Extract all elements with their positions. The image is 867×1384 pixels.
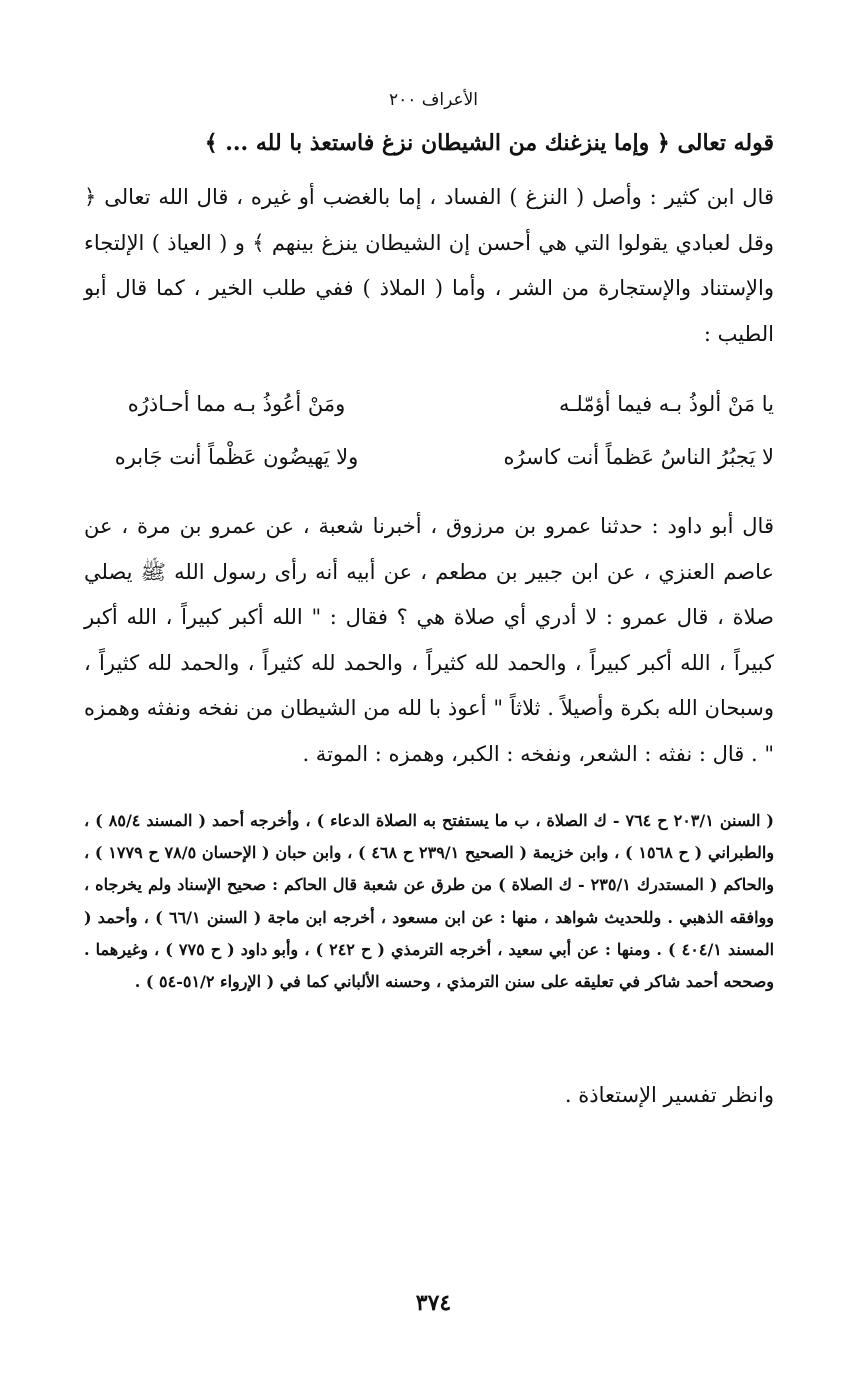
page-number: ٣٧٤ xyxy=(415,1290,452,1316)
verse-heading: قوله تعالى ﴿ وإما ينزغنك من الشيطان نزغ فاستعذ با لله ... ﴾ xyxy=(204,130,774,156)
poem-verse xyxy=(84,431,774,484)
hadith-paragraph: قال أبو داود : حدثنا عمرو بن مرزوق ، أخبرنا شعبة ، عن عمرو بن مرة ، عن عاصم العنزي ، عن ابن جبير بن مطعم ، عن أبيه أنه رأى رسول الله ﷺ يصلي صلاة ، قال عمرو : لا أدري أي صلاة هي ؟ فقال : " الله أكبر كبيراً ، الله أكبر كبيراً ، الله أكبر كبيراً ، والحمد لله كثيراً ، والحمد لله كثيراً ، والحمد لله كثيراً ، وسبحان الله بكرة وأصيلاً . ثلاثاً " أعوذ با لله من الشيطان من نفخه ونفثه وهمزه " . قال : نفثه : الشعر، ونفخه : الكبر، وهمزه : الموتة . xyxy=(84,514,774,766)
closing-line: وانظر تفسير الإستعاذة . xyxy=(564,1083,774,1107)
poem-hemistich-first: يا مَنْ ألوذُ بـه فيما أؤمّلـه xyxy=(558,392,774,416)
running-header: الأعراف ٢٠٠ xyxy=(388,90,479,110)
poem-hemistich-second: ولا يَهيضُون عَظْماً أنت جَابره xyxy=(114,445,359,469)
poem-hemistich-second: ومَنْ أعُوذُ بـه مما أحـاذرُه xyxy=(127,392,346,416)
poem-verse xyxy=(84,378,774,431)
intro-paragraph: قال ابن كثير : وأصل ( النزغ ) الفساد ، إما بالغضب أو غيره ، قال الله تعالى ﴿ وقل لعبادي يقولوا التي هي أحسن إن الشيطان ينزغ بينهم ﴾ و ( العياذ ) الإلتجاء والإستناد والإستجارة من الشر ، وأما ( الملاذ ) ففي طلب الخير ، كما قال أبو الطيب : xyxy=(84,185,774,346)
footnote-paragraph: ( السنن ٢٠٣/١ ح ٧٦٤ - ك الصلاة ، ب ما يستفتح به الصلاة الدعاء ) ، وأخرجه أحمد ( المسند ٨٥/٤ ) ، والطبراني ( ح ١٥٦٨ ) ، وابن خزيمة ( الصحيح ٢٣٩/١ ح ٤٦٨ ) ، وابن حبان ( الإحسان ٧٨/٥ ح ١٧٧٩ ) ، والحاكم ( المستدرك ٢٣٥/١ - ك الصلاة ) من طرق عن شعبة قال الحاكم : صحيح الإسناد ولم يخرجاه ، ووافقه الذهبي . وللحديث شواهد ، منها : عن ابن مسعود ، أخرجه ابن ماجة ( السنن ٦٦/١ ) ، وأحمد ( المسند ٤٠٤/١ ) . ومنها : عن أبي سعيد ، أخرجه الترمذي ( ح ٢٤٢ ) ، وأبو داود ( ح ٧٧٥ ) ، وغيرهما . وصححه أحمد شاكر في تعليقه على سنن الترمذي ، وحسنه الألباني كما في ( الإرواء ٥١/٢-٥٤ ) . xyxy=(84,811,775,992)
poem-block xyxy=(84,378,774,484)
poem-hemistich-first: لا يَجبُرُ الناسُ عَظماً أنت كاسرُه xyxy=(503,445,774,469)
